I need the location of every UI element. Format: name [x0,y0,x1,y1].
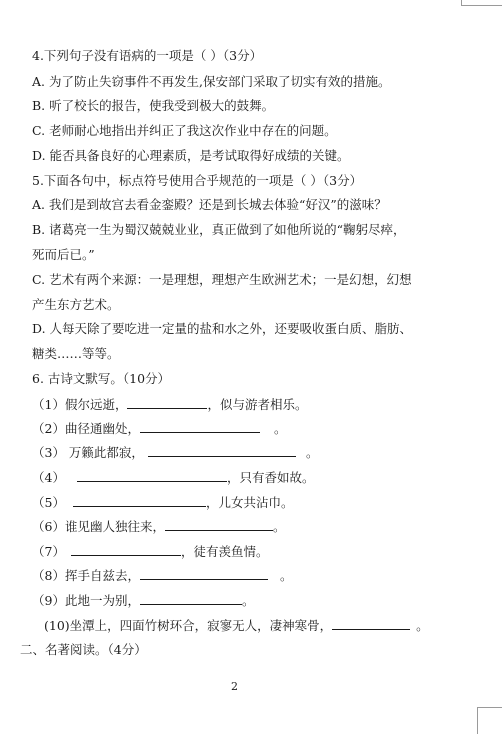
q5-option-b-line2: 死而后已。” [32,247,95,262]
q6-item-10-answer-blank[interactable] [332,617,410,630]
q6-item-2 [32,420,286,437]
q4-option-a: A. 为了防止失窃事件不再发生,保安部门采取了切实有效的措施。 [32,74,391,89]
q6-item-1-text-after: ，似与游者相乐。 [207,397,308,412]
q6-item-3-text-after: 。 [305,445,319,460]
q6-item-3-text-before: （3） 万籁此都寂， [32,445,144,460]
q6-item-9-text-after: 。 [241,593,255,608]
page-number: 2 [231,680,238,693]
q6-item-9-answer-blank[interactable] [140,592,242,605]
q6-item-9-text-before: （9）此地一为别， [32,593,140,608]
q6-item-10-text-after: 。 [416,618,429,633]
q6-item-8-answer-blank[interactable] [140,567,268,580]
q6-item-10-text-before: (10)坐潭上，四面竹树环合，寂寥无人，凄神寒骨， [44,618,333,633]
page-corner-mark-top [461,0,502,6]
q6-item-5-text-after: ，儿女共沾巾。 [205,495,294,510]
q6-item-1 [32,396,307,413]
q4-option-d: D. 能否具备良好的心理素质，是考试取得好成绩的关键。 [32,148,350,163]
q6-item-8 [32,567,292,584]
q6-item-7-text-after: ，徒有羡鱼情。 [180,544,269,559]
q5-option-c-line2: 产生东方艺术。 [32,297,120,312]
q5-stem: 5.下面各句中，标点符号使用合乎规范的一项是（ ）（3分） [32,173,363,188]
q6-item-4 [32,469,314,486]
q6-item-1-text-before: （1）假尔远逝， [32,397,128,412]
q6-item-4-answer-blank[interactable] [77,469,227,482]
q6-item-5-answer-blank[interactable] [73,494,206,507]
q6-item-7-answer-blank[interactable] [71,543,181,556]
q5-option-b-line1: B. 诸葛亮一生为蜀汉兢兢业业，真正做到了如他所说的“鞠躬尽瘁， [32,222,406,237]
page-corner-mark-bottom [477,707,502,734]
q6-item-5 [32,494,293,511]
q5-option-c-line1: C. 艺术有两个来源：一是理想，理想产生欧洲艺术；一是幻想，幻想 [32,272,412,287]
q6-item-3-answer-blank[interactable] [148,444,296,457]
q4-option-b: B. 听了校长的报告，使我受到极大的鼓舞。 [32,98,275,113]
q6-item-4-text-before: （4） [32,470,65,485]
q6-stem: 6. 古诗文默写。（10分） [32,371,171,386]
q6-item-7-text-before: （7） [32,544,65,559]
q6-item-6-text-before: （6）谁见幽人独往来， [32,519,165,534]
q6-item-2-answer-blank[interactable] [140,420,260,433]
q6-item-5-text-before: （5） [32,495,65,510]
q6-item-3 [32,444,318,461]
q6-item-8-text-before: （8）挥手自兹去， [32,568,140,583]
q6-item-1-answer-blank[interactable] [127,396,207,409]
q5-option-a: A. 我们是到故宫去看金銮殿？还是到长城去体验“好汉”的滋味？ [32,197,387,212]
q5-option-d-line2: 糖类……等等。 [32,346,120,361]
section-2-heading: 二、名著阅读。（4分） [20,642,147,657]
q5-option-d-line1: D. 人每天除了要吃进一定量的盐和水之外，还要吸收蛋白质、脂肪、 [32,321,413,336]
q6-item-9 [32,592,254,609]
q6-item-10 [44,617,429,634]
q6-item-7 [32,543,268,560]
q6-item-6-text-after: 。 [272,519,286,534]
q6-item-8-text-after: 。 [279,568,293,583]
q4-stem: 4.下列句子没有语病的一项是（ ）（3分） [32,48,263,63]
q6-item-2-text-after: 。 [273,421,287,436]
q6-item-6 [32,518,285,535]
q6-item-2-text-before: （2）曲径通幽处， [32,421,140,436]
q6-item-6-answer-blank[interactable] [165,518,273,531]
q4-option-c: C. 老师耐心地指出并纠正了我这次作业中存在的问题。 [32,123,337,138]
q6-item-4-text-after: ，只有香如故。 [226,470,315,485]
